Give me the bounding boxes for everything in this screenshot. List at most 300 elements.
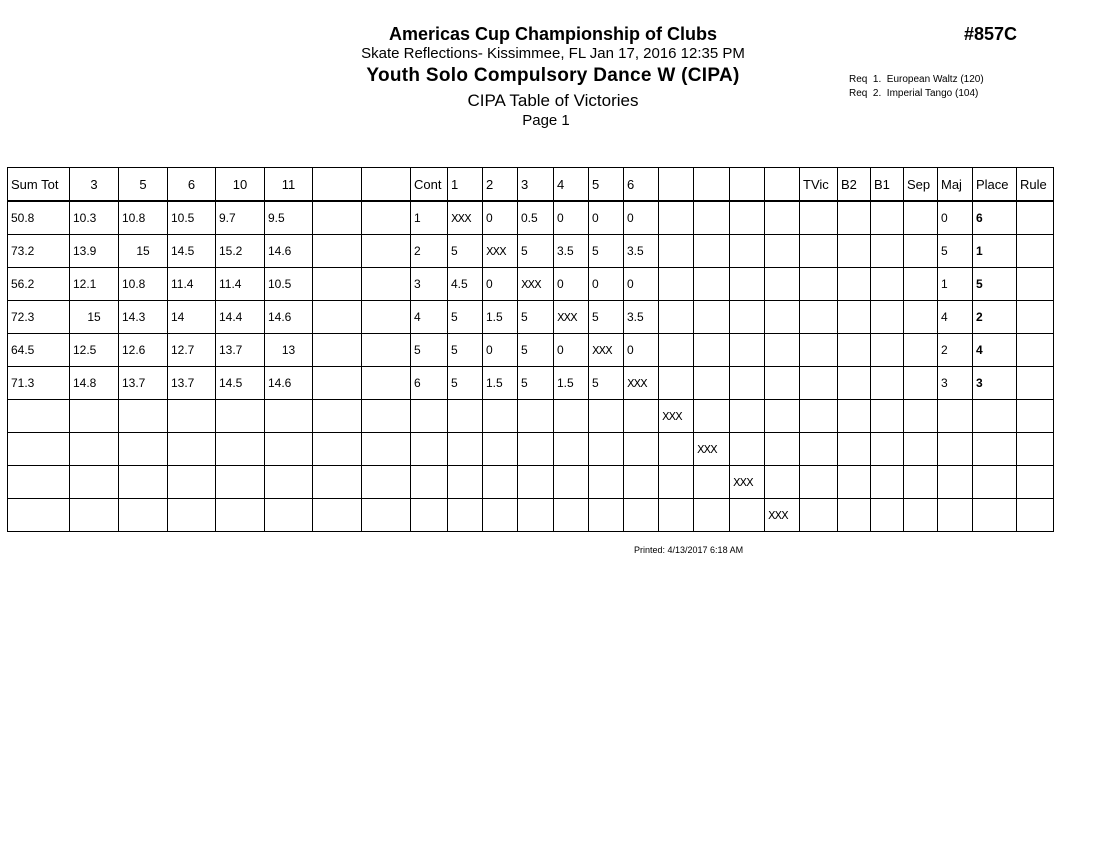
table-cell bbox=[800, 499, 838, 532]
table-cell bbox=[730, 400, 765, 433]
column-header: B2 bbox=[838, 168, 871, 202]
table-cell: 6 bbox=[411, 367, 448, 400]
table-cell bbox=[8, 433, 70, 466]
table-cell bbox=[659, 367, 694, 400]
table-cell: 15 bbox=[70, 301, 119, 334]
table-cell: 3.5 bbox=[624, 301, 659, 334]
table-cell bbox=[938, 400, 973, 433]
table-cell: 5 bbox=[589, 235, 624, 268]
table-cell bbox=[694, 367, 730, 400]
place-cell bbox=[973, 400, 1017, 433]
column-header: 1 bbox=[448, 168, 483, 202]
table-cell: 13.7 bbox=[168, 367, 216, 400]
table-cell bbox=[1017, 201, 1054, 235]
table-cell bbox=[554, 400, 589, 433]
table-header-row bbox=[8, 168, 1054, 202]
table-cell bbox=[362, 466, 411, 499]
printed-timestamp: Printed: 4/13/2017 6:18 AM bbox=[634, 545, 744, 555]
table-cell bbox=[70, 466, 119, 499]
column-header bbox=[362, 168, 411, 202]
diagonal-mark-cell: XXX bbox=[765, 499, 800, 532]
column-header bbox=[765, 168, 800, 202]
table-cell bbox=[1017, 400, 1054, 433]
table-cell: 14.6 bbox=[265, 301, 313, 334]
column-header: Maj bbox=[938, 168, 973, 202]
table-cell bbox=[624, 499, 659, 532]
place-cell: 6 bbox=[973, 201, 1017, 235]
table-cell: 13 bbox=[265, 334, 313, 367]
table-cell bbox=[694, 499, 730, 532]
table-cell bbox=[448, 499, 483, 532]
table-cell: 5 bbox=[518, 301, 554, 334]
victories-table bbox=[7, 167, 1054, 532]
table-cell: 0 bbox=[589, 268, 624, 301]
table-cell bbox=[589, 433, 624, 466]
table-cell bbox=[483, 466, 518, 499]
table-cell bbox=[624, 466, 659, 499]
table-cell bbox=[871, 235, 904, 268]
table-cell bbox=[904, 301, 938, 334]
table-cell: 1.5 bbox=[483, 301, 518, 334]
table-cell bbox=[589, 400, 624, 433]
table-cell: 71.3 bbox=[8, 367, 70, 400]
table-cell bbox=[8, 466, 70, 499]
table-row bbox=[8, 466, 1054, 499]
table-cell bbox=[800, 235, 838, 268]
table-cell bbox=[904, 201, 938, 235]
table-cell: 50.8 bbox=[8, 201, 70, 235]
column-header: 4 bbox=[554, 168, 589, 202]
table-cell bbox=[659, 268, 694, 301]
table-cell bbox=[216, 400, 265, 433]
table-cell bbox=[659, 499, 694, 532]
table-cell bbox=[659, 466, 694, 499]
column-header: 6 bbox=[624, 168, 659, 202]
table-cell: 0 bbox=[624, 201, 659, 235]
table-cell bbox=[119, 433, 168, 466]
table-cell: 4.5 bbox=[448, 268, 483, 301]
table-cell bbox=[765, 235, 800, 268]
column-header: 11 bbox=[265, 168, 313, 202]
table-cell bbox=[904, 499, 938, 532]
table-cell bbox=[838, 301, 871, 334]
table-cell: 12.6 bbox=[119, 334, 168, 367]
column-header: 10 bbox=[216, 168, 265, 202]
event-name: Youth Solo Compulsory Dance W (CIPA) bbox=[366, 65, 740, 86]
table-cell bbox=[313, 433, 362, 466]
table-cell: 1.5 bbox=[483, 367, 518, 400]
column-header: 6 bbox=[168, 168, 216, 202]
table-cell: 15 bbox=[119, 235, 168, 268]
table-cell bbox=[1017, 499, 1054, 532]
table-cell bbox=[554, 466, 589, 499]
place-cell: 3 bbox=[973, 367, 1017, 400]
table-cell bbox=[765, 201, 800, 235]
table-cell bbox=[871, 466, 904, 499]
table-cell: 5 bbox=[938, 235, 973, 268]
table-cell bbox=[838, 499, 871, 532]
table-cell: 14 bbox=[168, 301, 216, 334]
table-cell: 0 bbox=[554, 268, 589, 301]
table-cell: 1 bbox=[938, 268, 973, 301]
table-cell bbox=[871, 367, 904, 400]
table-cell bbox=[765, 367, 800, 400]
table-cell bbox=[904, 466, 938, 499]
table-cell: 2 bbox=[938, 334, 973, 367]
table-cell bbox=[765, 268, 800, 301]
table-cell bbox=[265, 433, 313, 466]
column-header: 5 bbox=[119, 168, 168, 202]
table-cell bbox=[765, 400, 800, 433]
table-cell bbox=[871, 400, 904, 433]
table-cell: 10.5 bbox=[265, 268, 313, 301]
table-cell: 14.6 bbox=[265, 367, 313, 400]
diagonal-mark-cell: XXX bbox=[694, 433, 730, 466]
table-cell bbox=[70, 499, 119, 532]
table-cell bbox=[730, 301, 765, 334]
table-cell bbox=[168, 433, 216, 466]
table-cell bbox=[694, 334, 730, 367]
table-cell bbox=[1017, 433, 1054, 466]
table-cell bbox=[838, 400, 871, 433]
table-row bbox=[8, 268, 1054, 301]
table-cell bbox=[800, 367, 838, 400]
table-cell bbox=[313, 466, 362, 499]
table-cell bbox=[216, 499, 265, 532]
table-cell bbox=[119, 400, 168, 433]
table-cell bbox=[362, 268, 411, 301]
table-cell bbox=[624, 433, 659, 466]
table-cell: 0.5 bbox=[518, 201, 554, 235]
table-row bbox=[8, 367, 1054, 400]
event-number: #857C bbox=[964, 24, 1018, 44]
table-cell bbox=[694, 466, 730, 499]
place-cell bbox=[973, 433, 1017, 466]
table-cell: 10.8 bbox=[119, 268, 168, 301]
table-cell bbox=[313, 400, 362, 433]
table-cell: 2 bbox=[411, 235, 448, 268]
column-header: Rule bbox=[1017, 168, 1054, 202]
table-cell bbox=[362, 235, 411, 268]
table-cell bbox=[362, 367, 411, 400]
table-cell bbox=[800, 466, 838, 499]
table-cell: 11.4 bbox=[168, 268, 216, 301]
table-cell bbox=[483, 400, 518, 433]
column-header: 3 bbox=[518, 168, 554, 202]
requirement-2: Req 2. Imperial Tango (104) bbox=[849, 88, 979, 99]
table-cell bbox=[838, 433, 871, 466]
table-cell bbox=[362, 201, 411, 235]
table-cell bbox=[216, 466, 265, 499]
column-header bbox=[694, 168, 730, 202]
table-cell bbox=[483, 499, 518, 532]
table-cell bbox=[730, 433, 765, 466]
table-cell: 1.5 bbox=[554, 367, 589, 400]
table-cell bbox=[411, 433, 448, 466]
table-cell bbox=[694, 268, 730, 301]
table-cell bbox=[119, 466, 168, 499]
table-cell bbox=[765, 433, 800, 466]
table-cell: 0 bbox=[938, 201, 973, 235]
table-cell bbox=[904, 433, 938, 466]
table-cell bbox=[518, 400, 554, 433]
table-cell bbox=[483, 433, 518, 466]
table-cell bbox=[838, 201, 871, 235]
table-cell bbox=[838, 334, 871, 367]
table-cell: 5 bbox=[411, 334, 448, 367]
place-cell bbox=[973, 466, 1017, 499]
report-subtitle: Skate Reflections- Kissimmee, FL Jan 17, 2016 12:35 PM bbox=[361, 45, 745, 62]
table-cell: 5 bbox=[448, 367, 483, 400]
table-cell: 5 bbox=[589, 367, 624, 400]
table-cell bbox=[216, 433, 265, 466]
table-cell bbox=[119, 499, 168, 532]
table-row bbox=[8, 499, 1054, 532]
table-cell: 0 bbox=[554, 201, 589, 235]
table-cell: 14.4 bbox=[216, 301, 265, 334]
column-header bbox=[313, 168, 362, 202]
table-cell bbox=[659, 235, 694, 268]
report-title: Americas Cup Championship of Clubs bbox=[388, 24, 718, 44]
table-row bbox=[8, 235, 1054, 268]
column-header bbox=[659, 168, 694, 202]
table-cell bbox=[362, 301, 411, 334]
table-cell bbox=[730, 367, 765, 400]
table-cell: 5 bbox=[518, 334, 554, 367]
table-cell: 5 bbox=[448, 334, 483, 367]
table-cell: 1 bbox=[411, 201, 448, 235]
table-cell: 14.5 bbox=[168, 235, 216, 268]
table-cell: 5 bbox=[589, 301, 624, 334]
table-cell: 3.5 bbox=[624, 235, 659, 268]
table-cell: 4 bbox=[938, 301, 973, 334]
table-cell: 3.5 bbox=[554, 235, 589, 268]
table-cell bbox=[448, 400, 483, 433]
table-cell bbox=[871, 201, 904, 235]
table-cell: 0 bbox=[554, 334, 589, 367]
table-row bbox=[8, 400, 1054, 433]
diagonal-mark-cell: XXX bbox=[554, 301, 589, 334]
table-cell bbox=[730, 268, 765, 301]
diagonal-mark-cell: XXX bbox=[483, 235, 518, 268]
table-cell bbox=[518, 466, 554, 499]
column-header: Sep bbox=[904, 168, 938, 202]
table-cell: 0 bbox=[624, 334, 659, 367]
column-header: Place bbox=[973, 168, 1017, 202]
table-cell: 0 bbox=[483, 268, 518, 301]
diagonal-mark-cell: XXX bbox=[730, 466, 765, 499]
table-cell bbox=[448, 466, 483, 499]
table-cell bbox=[8, 400, 70, 433]
table-cell: 14.6 bbox=[265, 235, 313, 268]
table-title: CIPA Table of Victories bbox=[467, 91, 639, 110]
table-cell: 11.4 bbox=[216, 268, 265, 301]
diagonal-mark-cell: XXX bbox=[589, 334, 624, 367]
table-cell bbox=[589, 466, 624, 499]
table-cell bbox=[1017, 466, 1054, 499]
table-cell bbox=[659, 301, 694, 334]
table-cell bbox=[313, 301, 362, 334]
table-cell bbox=[362, 334, 411, 367]
table-cell: 3 bbox=[938, 367, 973, 400]
table-cell: 9.5 bbox=[265, 201, 313, 235]
table-cell bbox=[694, 235, 730, 268]
table-cell bbox=[800, 433, 838, 466]
table-cell bbox=[554, 433, 589, 466]
table-cell bbox=[168, 499, 216, 532]
table-cell bbox=[1017, 334, 1054, 367]
table-cell bbox=[362, 433, 411, 466]
table-cell bbox=[411, 400, 448, 433]
table-row bbox=[8, 301, 1054, 334]
table-cell bbox=[800, 201, 838, 235]
table-cell bbox=[1017, 367, 1054, 400]
table-cell: 10.5 bbox=[168, 201, 216, 235]
column-header: 3 bbox=[70, 168, 119, 202]
table-cell bbox=[800, 334, 838, 367]
table-cell bbox=[694, 301, 730, 334]
diagonal-mark-cell: XXX bbox=[448, 201, 483, 235]
table-cell: 5 bbox=[448, 301, 483, 334]
diagonal-mark-cell: XXX bbox=[659, 400, 694, 433]
table-cell bbox=[313, 334, 362, 367]
table-cell bbox=[730, 201, 765, 235]
table-cell bbox=[765, 466, 800, 499]
table-cell: 72.3 bbox=[8, 301, 70, 334]
table-cell bbox=[838, 235, 871, 268]
table-cell bbox=[938, 433, 973, 466]
table-cell bbox=[518, 499, 554, 532]
table-cell: 73.2 bbox=[8, 235, 70, 268]
table-cell bbox=[70, 433, 119, 466]
table-cell: 13.9 bbox=[70, 235, 119, 268]
column-header: Sum Tot bbox=[8, 168, 70, 202]
table-cell: 0 bbox=[589, 201, 624, 235]
table-cell bbox=[904, 268, 938, 301]
requirements-list bbox=[849, 73, 984, 101]
table-cell bbox=[168, 466, 216, 499]
table-cell bbox=[265, 400, 313, 433]
table-cell bbox=[411, 466, 448, 499]
table-cell bbox=[624, 400, 659, 433]
table-cell bbox=[871, 301, 904, 334]
table-cell bbox=[659, 201, 694, 235]
place-cell: 4 bbox=[973, 334, 1017, 367]
table-cell bbox=[659, 433, 694, 466]
table-cell bbox=[313, 268, 362, 301]
place-cell bbox=[973, 499, 1017, 532]
table-cell bbox=[518, 433, 554, 466]
table-cell bbox=[265, 499, 313, 532]
table-cell bbox=[871, 334, 904, 367]
column-header: B1 bbox=[871, 168, 904, 202]
table-cell bbox=[8, 499, 70, 532]
table-cell bbox=[730, 235, 765, 268]
table-cell bbox=[730, 334, 765, 367]
place-cell: 2 bbox=[973, 301, 1017, 334]
table-cell bbox=[800, 268, 838, 301]
table-cell bbox=[938, 499, 973, 532]
table-cell bbox=[871, 499, 904, 532]
table-cell bbox=[313, 235, 362, 268]
table-cell: 64.5 bbox=[8, 334, 70, 367]
table-cell bbox=[313, 367, 362, 400]
table-cell: 10.8 bbox=[119, 201, 168, 235]
table-cell: 5 bbox=[518, 367, 554, 400]
table-cell bbox=[938, 466, 973, 499]
table-cell bbox=[411, 499, 448, 532]
column-header: 5 bbox=[589, 168, 624, 202]
diagonal-mark-cell: XXX bbox=[518, 268, 554, 301]
diagonal-mark-cell: XXX bbox=[624, 367, 659, 400]
table-cell: 10.3 bbox=[70, 201, 119, 235]
table-cell: 5 bbox=[518, 235, 554, 268]
table-cell bbox=[871, 268, 904, 301]
table-cell bbox=[659, 334, 694, 367]
table-cell: 56.2 bbox=[8, 268, 70, 301]
table-cell bbox=[765, 334, 800, 367]
table-cell bbox=[265, 466, 313, 499]
table-cell bbox=[448, 433, 483, 466]
table-cell bbox=[168, 400, 216, 433]
place-cell: 1 bbox=[973, 235, 1017, 268]
table-cell bbox=[800, 400, 838, 433]
table-cell bbox=[362, 400, 411, 433]
column-header bbox=[730, 168, 765, 202]
table-cell bbox=[871, 433, 904, 466]
page-label: Page 1 bbox=[522, 112, 570, 129]
table-cell bbox=[1017, 301, 1054, 334]
table-cell: 12.7 bbox=[168, 334, 216, 367]
table-cell bbox=[904, 400, 938, 433]
table-cell: 5 bbox=[448, 235, 483, 268]
table-cell: 14.5 bbox=[216, 367, 265, 400]
table-cell: 3 bbox=[411, 268, 448, 301]
table-cell: 13.7 bbox=[216, 334, 265, 367]
table-cell bbox=[904, 367, 938, 400]
table-cell bbox=[554, 499, 589, 532]
table-cell bbox=[838, 367, 871, 400]
table-cell: 0 bbox=[483, 201, 518, 235]
table-cell bbox=[362, 499, 411, 532]
table-cell bbox=[1017, 268, 1054, 301]
table-cell: 13.7 bbox=[119, 367, 168, 400]
table-cell: 15.2 bbox=[216, 235, 265, 268]
table-cell: 0 bbox=[624, 268, 659, 301]
column-header: TVic bbox=[800, 168, 838, 202]
table-cell bbox=[1017, 235, 1054, 268]
table-row bbox=[8, 433, 1054, 466]
table-cell: 0 bbox=[483, 334, 518, 367]
column-header: 2 bbox=[483, 168, 518, 202]
table-cell bbox=[694, 201, 730, 235]
table-row bbox=[8, 334, 1054, 367]
table-cell bbox=[589, 499, 624, 532]
table-cell bbox=[838, 268, 871, 301]
table-cell bbox=[800, 301, 838, 334]
table-cell bbox=[694, 400, 730, 433]
table-cell bbox=[765, 301, 800, 334]
table-cell bbox=[904, 235, 938, 268]
table-row bbox=[8, 201, 1054, 235]
table-cell: 9.7 bbox=[216, 201, 265, 235]
table-cell bbox=[70, 400, 119, 433]
table-cell: 12.1 bbox=[70, 268, 119, 301]
requirement-1: Req 1. European Waltz (120) bbox=[849, 74, 984, 85]
table-cell: 14.3 bbox=[119, 301, 168, 334]
table-cell: 4 bbox=[411, 301, 448, 334]
place-cell: 5 bbox=[973, 268, 1017, 301]
